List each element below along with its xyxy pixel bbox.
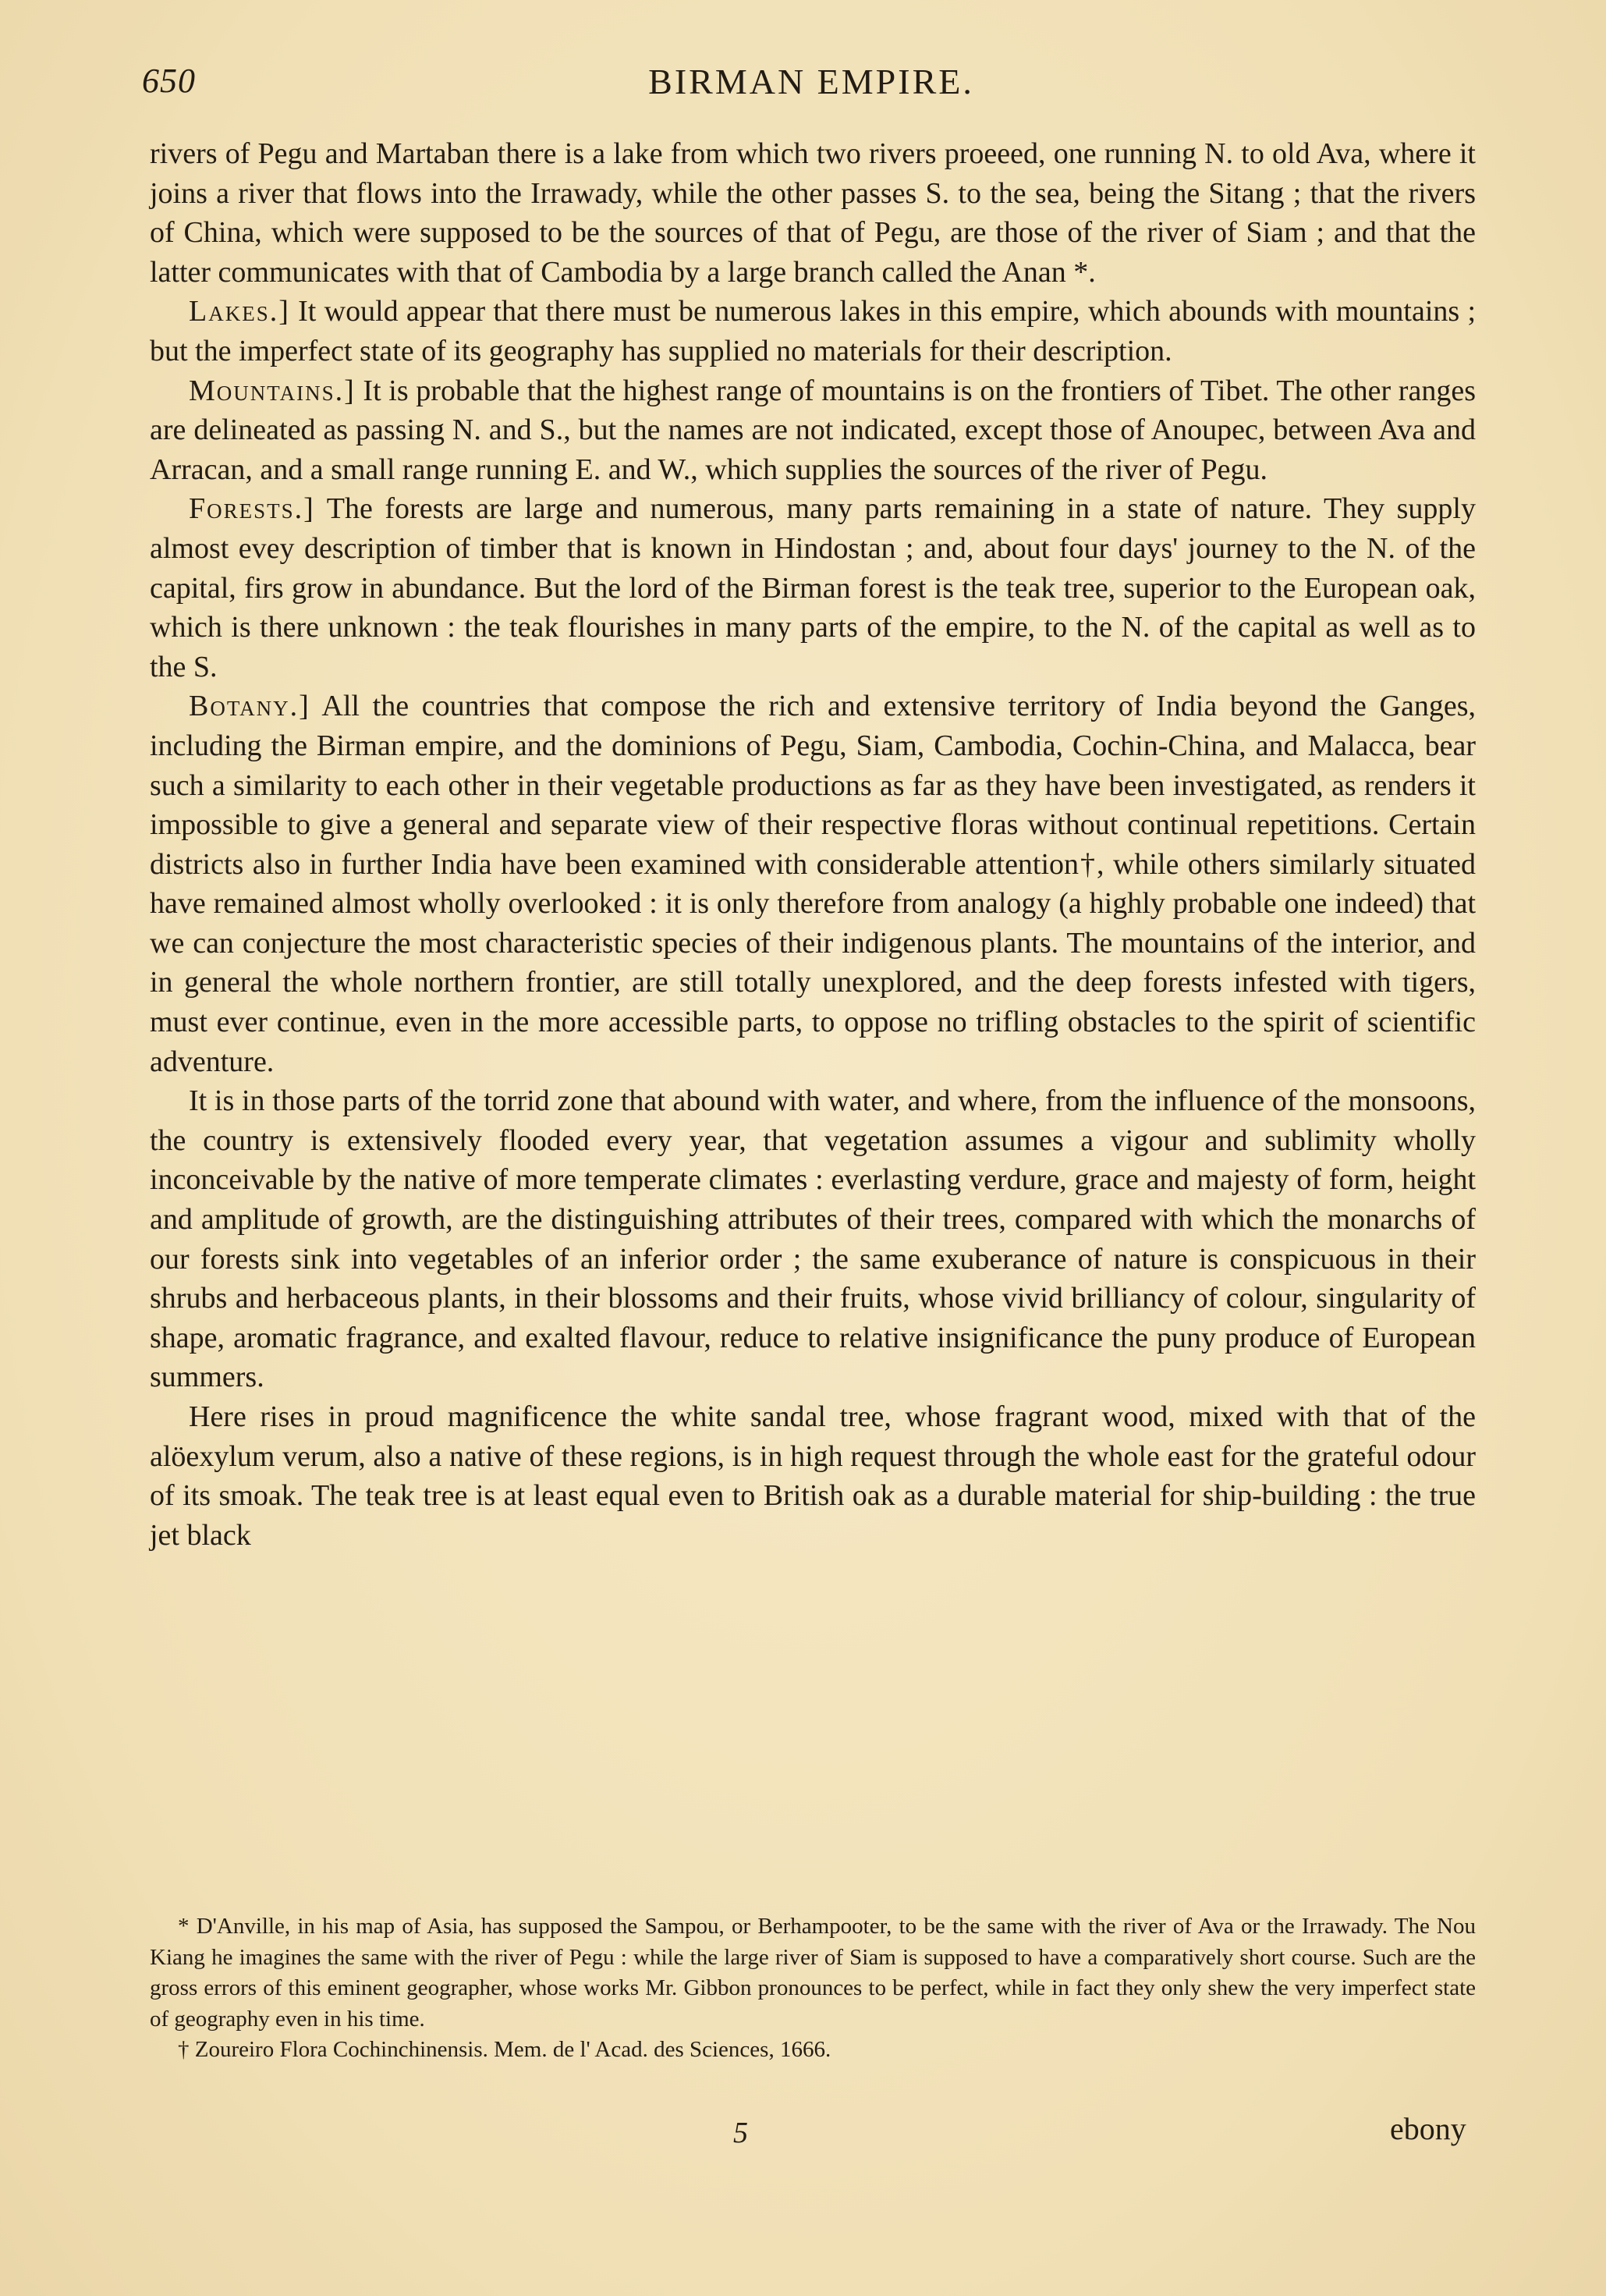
page-number: 650	[142, 62, 196, 100]
forests-text: The forests are large and numerous, many parts remaining in a state of nature. They supply almost evey description of timber that is known in Hindostan ; and, about four days' journey to the N. of the capital, firs grow in abundance. But the lord of the Birman forest is the teak tree, superior to the European oak, which is there unknown : the teak flourishes in many parts of the empire, to the N. of the capital as well as to the S.	[150, 492, 1476, 683]
mountains-text: It is probable that the highest range of mountains is on the frontiers of Tibet. The other ranges are delineated as passing N. and S., but the names are not indicated, except those of Anoupec, between Ava and Arracan, and a small range running E. and W., which supplies the sources of the river of Pegu.	[150, 374, 1476, 486]
paragraph-lakes	[150, 292, 1476, 371]
page-header	[140, 61, 1482, 108]
section-heading-botany: Botany.]	[189, 690, 310, 723]
section-heading-forests: Forests.]	[189, 492, 315, 526]
paragraph-rivers: rivers of Pegu and Martaban there is a lake from which two rivers proeeed, one running N. to old Ava, where it joins a river that flows into the Irrawady, while the other passes S. to the sea, being the Sitang ; that the rivers of China, which were supposed to be the sources of that of Pegu, are those of the river of Siam ; and that the latter communicates with that of Cambodia by a large branch called the Anan *.	[150, 137, 1476, 289]
catchword: ebony	[1390, 2111, 1466, 2146]
section-heading-lakes: Lakes.]	[189, 295, 290, 328]
main-text	[150, 134, 1476, 1555]
paragraph-forests	[150, 489, 1476, 687]
lakes-text: It would appear that there must be numerous lakes in this empire, which abounds with mountains ; but the imperfect state of its geography has supplied no materials for their description.	[150, 295, 1476, 367]
footnote-dagger: † Zoureiro Flora Cochinchinensis. Mem. de l' Acad. des Sciences, 1666.	[178, 2037, 831, 2062]
paragraph-sandal-tree: Here rises in proud magnificence the white sandal tree, whose fragrant wood, mixed with that of the alöexylum verum, also a native of these regions, is in high request through the whole east for the grateful odour of its smoak. The teak tree is at least equal even to British oak as a durable material for ship-building : the true jet black	[150, 1400, 1476, 1552]
paragraph-mountains	[150, 371, 1476, 490]
footnotes	[150, 1911, 1476, 2066]
paragraph-botany	[150, 687, 1476, 1081]
running-head: BIRMAN EMPIRE.	[648, 62, 974, 101]
section-heading-mountains: Mountains.]	[189, 374, 356, 407]
signature-mark: 5	[733, 2117, 748, 2149]
botany-text: All the countries that compose the rich and extensive territory of India beyond the Ganges, including the Birman empire, and the dominions of Pegu, Siam, Cambodia, Cochin-China, and Malacca, bear such a similarity to each other in their vegetable productions as far as they have been investigated, as renders it impossible to give a general and separate view of their respective floras without continual repetitions. Certain districts also in further India have been examined with considerable attention†, while others similarly situated have remained almost wholly overlooked : it is only therefore from analogy (a highly probable one indeed) that we can conjecture the most characteristic species of their indigenous plants. The mountains of the interior, and in general the whole northern frontier, are still totally unexplored, and the deep forests infested with tigers, must ever continue, even in the more accessible parts, to oppose no trifling obstacles to the spirit of scientific adventure.	[150, 690, 1476, 1078]
footnote-asterisk: * D'Anville, in his map of Asia, has supposed the Sampou, or Berhampooter, to be the same with the river of Ava or the Irrawady. The Nou Kiang he imagines the same with the river of Pegu : while the large river of Siam is supposed to have a comparatively short course. Such are the gross errors of this eminent geographer, whose works Mr. Gibbon pronounces to be perfect, while in fact they only shew the very imperfect state of geography even in his time.	[150, 1914, 1476, 2032]
paragraph-torrid-zone: It is in those parts of the torrid zone that abound with water, and where, from the influence of the monsoons, the country is extensively flooded every year, that vegetation assumes a vigour and sublimity wholly inconceivable by the native of more temperate climates : everlasting verdure, grace and majesty of form, height and amplitude of growth, are the distinguishing attributes of their trees, compared with which the monarchs of our forests sink into vegetables of an inferior order ; the same exuberance of nature is conspicuous in their shrubs and herbaceous plants, in their blossoms and their fruits, whose vivid brilliancy of colour, singularity of shape, aromatic fragrance, and exalted flavour, reduce to relative insignificance the puny produce of European summers.	[150, 1084, 1476, 1394]
